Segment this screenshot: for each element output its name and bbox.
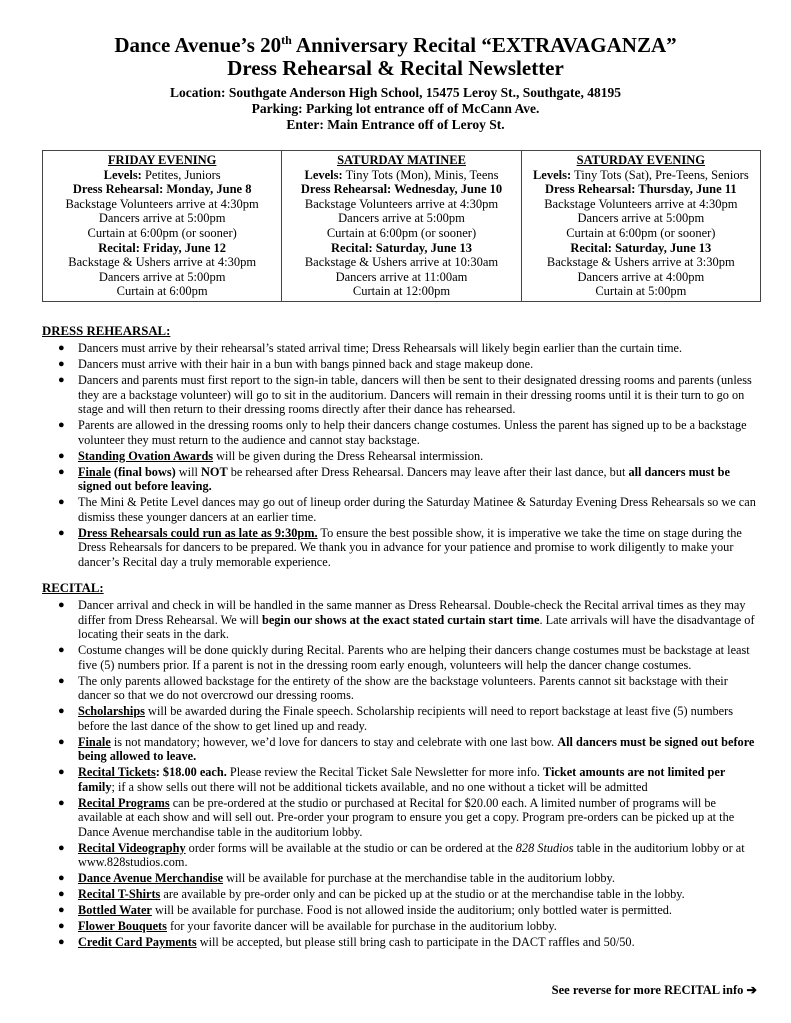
recital-date: Recital: Friday, June 12 bbox=[98, 240, 227, 255]
levels-line: Levels: Tiny Tots (Sat), Pre-Teens, Seniors bbox=[532, 167, 749, 182]
list-item: ● Flower Bouquets for your favorite dancer will be available for purchase in the auditorium lobby. bbox=[58, 919, 557, 933]
recital-heading: RECITAL: bbox=[42, 581, 104, 595]
rehearsal-dancers-time: Dancers arrive at 5:00pm bbox=[577, 211, 705, 226]
dress-rehearsal-heading: DRESS REHEARSAL: bbox=[42, 324, 171, 338]
rehearsal-curtain-time: Curtain at 6:00pm (or sooner) bbox=[87, 225, 237, 240]
rehearsal-backstage-time: Backstage Volunteers arrive at 4:30pm bbox=[304, 196, 499, 211]
schedule-column-saturday-matinee bbox=[282, 151, 521, 302]
list-item: ● Recital Programs can be pre-ordered at the studio or purchased at Recital for $20.00 each. A limited number of programs will be available at each show and will sell out. Pre-order your program to ensure you get a copy. Program pre-orders can be picked up at the Dance Avenue merchandise table in the auditorium lobby. bbox=[58, 795, 735, 839]
list-item: ● Credit Card Payments will be accepted, but please still bring cash to participate in the DACT raffles and 50/50. bbox=[58, 935, 635, 949]
column-heading: SATURDAY EVENING bbox=[576, 153, 706, 167]
dress-rehearsal-list bbox=[42, 341, 762, 569]
bullet-icon: ● bbox=[58, 449, 65, 462]
bullet-icon: ● bbox=[58, 358, 65, 370]
rehearsal-dancers-time: Dancers arrive at 5:00pm bbox=[98, 211, 226, 226]
location-line: Location: Southgate Anderson High School, 15475 Leroy St., Southgate, 48195 bbox=[170, 85, 621, 100]
bullet-icon: ● bbox=[58, 419, 65, 431]
list-item: ● Dress Rehearsals could run as late as 9:30pm. To ensure the best possible show, it is imperative we take the time on stage during the Dress Rehearsals for dancers to be prepared. We thank you in advance for your patience and promise to work diligently to make your dancer’s Recital day a truly memorable experience. bbox=[58, 525, 742, 569]
rehearsal-date: Dress Rehearsal: Thursday, June 11 bbox=[545, 182, 737, 197]
bullet-icon: ● bbox=[58, 766, 65, 778]
recital-list bbox=[42, 598, 762, 950]
enter-line: Enter: Main Entrance off of Leroy St. bbox=[286, 117, 505, 132]
recital-curtain-time: Curtain at 6:00pm bbox=[116, 284, 208, 299]
list-item: ● Recital Tickets: $18.00 each. Please review the Recital Ticket Sale Newsletter for more info. Ticket amounts are not limited per family; if a show sells out there will not be additional tickets available, and no one without a ticket will be admitted bbox=[58, 765, 726, 794]
bullet-icon: ● bbox=[58, 888, 65, 900]
recital-date: Recital: Saturday, June 13 bbox=[570, 240, 712, 255]
rehearsal-date: Dress Rehearsal: Wednesday, June 10 bbox=[300, 182, 503, 197]
see-reverse-note: See reverse for more RECITAL info ➔ bbox=[551, 983, 757, 997]
bullet-icon: ● bbox=[58, 841, 65, 854]
bullet-icon: ● bbox=[58, 496, 65, 508]
bullet-icon: ● bbox=[58, 936, 65, 948]
column-heading: SATURDAY MATINEE bbox=[337, 153, 466, 167]
bullet-icon: ● bbox=[58, 920, 65, 932]
list-item: ● The only parents allowed backstage for the entirety of the show are the backstage volunteers. Parents cannot sit backstage with their dancer so that we do not overcrowd our dressing rooms. bbox=[58, 673, 728, 702]
schedule-table bbox=[42, 150, 761, 302]
list-item: ● Bottled Water will be available for purchase. Food is not allowed inside the auditorium; only bottled water is permitted. bbox=[58, 903, 672, 917]
rehearsal-curtain-time: Curtain at 6:00pm (or sooner) bbox=[326, 225, 477, 240]
bullet-icon: ● bbox=[58, 872, 65, 884]
bullet-icon: ● bbox=[58, 342, 65, 354]
levels-line: Levels: Petites, Juniors bbox=[103, 167, 221, 182]
page-title: Dance Avenue’s 20th Anniversary Recital “EXTRAVAGANZA” bbox=[114, 33, 677, 57]
list-item: ● Recital T-Shirts are available by pre-order only and can be picked up at the studio or at the merchandise table in the lobby. bbox=[58, 887, 685, 901]
dress-rehearsal-section bbox=[42, 324, 762, 571]
rehearsal-backstage-time: Backstage Volunteers arrive at 4:30pm bbox=[65, 196, 259, 211]
recital-dancers-time: Dancers arrive at 4:00pm bbox=[577, 269, 705, 284]
page-subtitle: Dress Rehearsal & Recital Newsletter bbox=[227, 56, 564, 80]
bullet-icon: ● bbox=[58, 705, 65, 717]
list-item: ● Costume changes will be done quickly during Recital. Parents who are helping their dancers change costumes must be backstage at least five (5) numbers prior. If a parent is not in the dressing room early enough, volunteers will help the dancer change costumes. bbox=[58, 643, 750, 672]
bullet-icon: ● bbox=[58, 465, 65, 478]
list-item: ● Finale (final bows) will NOT be rehearsed after Dress Rehearsal. Dancers may leave after their last dance, but all dancers must be signed out before leaving. bbox=[58, 464, 730, 493]
list-item: ● Finale is not mandatory; however, we’d love for dancers to stay and celebrate with one last bow. All dancers must be signed out before being allowed to leave. bbox=[58, 734, 755, 763]
recital-backstage-time: Backstage & Ushers arrive at 4:30pm bbox=[68, 255, 257, 270]
recital-dancers-time: Dancers arrive at 11:00am bbox=[335, 269, 468, 284]
bullet-icon: ● bbox=[58, 796, 65, 809]
list-item: ● Parents are allowed in the dressing rooms only to help their dancers change costumes. Unless the parent has signed up to be a backstage volunteer they must return to the audience and cannot stay backstage. bbox=[58, 418, 747, 447]
list-item: ● Dancers must arrive with their hair in a bun with bangs pinned back and stage makeup done. bbox=[58, 357, 534, 371]
bullet-icon: ● bbox=[58, 674, 65, 687]
rehearsal-curtain-time: Curtain at 6:00pm (or sooner) bbox=[566, 225, 716, 240]
recital-dancers-time: Dancers arrive at 5:00pm bbox=[98, 269, 226, 284]
arrow-right-icon: ➔ bbox=[746, 983, 757, 997]
list-item: ● Dancer arrival and check in will be handled in the same manner as Dress Rehearsal. Double-check the Recital arrival times as they may differ from Dress Rehearsal. We will begin our shows at the exact stated curtain start time. Late arrivals will have the disadvantage of locating their seats in the dark. bbox=[58, 598, 755, 641]
recital-curtain-time: Curtain at 12:00pm bbox=[352, 284, 451, 299]
schedule-column-friday bbox=[43, 151, 282, 302]
column-heading: FRIDAY EVENING bbox=[107, 153, 217, 167]
recital-backstage-time: Backstage & Ushers arrive at 10:30am bbox=[304, 255, 499, 270]
levels-line: Levels: Tiny Tots (Mon), Minis, Teens bbox=[304, 167, 499, 182]
list-item: ● Recital Videography order forms will be available at the studio or can be ordered at the 828 Studios table in the auditorium lobby or at www.828studios.com. bbox=[58, 840, 745, 869]
recital-curtain-time: Curtain at 5:00pm bbox=[595, 284, 687, 299]
list-item: ● Dance Avenue Merchandise will be available for purchase at the merchandise table in the auditorium lobby. bbox=[58, 871, 615, 885]
rehearsal-date: Dress Rehearsal: Monday, June 8 bbox=[72, 182, 252, 197]
bullet-icon: ● bbox=[58, 735, 65, 748]
list-item: ● Scholarships will be awarded during the Finale speech. Scholarship recipients will need to report backstage at least five (5) numbers before the last dance of the show to get lined up and ready. bbox=[58, 704, 733, 733]
bullet-icon: ● bbox=[58, 374, 65, 386]
bullet-icon: ● bbox=[58, 644, 65, 656]
recital-section bbox=[42, 581, 762, 951]
recital-date: Recital: Saturday, June 13 bbox=[331, 240, 472, 255]
rehearsal-dancers-time: Dancers arrive at 5:00pm bbox=[338, 211, 465, 226]
list-item: ● The Mini & Petite Level dances may go out of lineup order during the Saturday Matinee & Saturday Evening Dress Rehearsals so we can dismiss these younger dancers at an earlier time. bbox=[58, 495, 756, 524]
bullet-icon: ● bbox=[58, 599, 65, 611]
list-item: ● Standing Ovation Awards will be given during the Dress Rehearsal intermission. bbox=[58, 448, 484, 463]
bullet-icon: ● bbox=[58, 904, 65, 916]
list-item: ● Dancers must arrive by their rehearsal’s stated arrival time; Dress Rehearsals will likely begin earlier than the curtain time. bbox=[58, 341, 683, 355]
rehearsal-backstage-time: Backstage Volunteers arrive at 4:30pm bbox=[544, 196, 738, 211]
list-item: ● Dancers and parents must first report to the sign-in table, dancers will then be sent to their designated dressing rooms and parents (unless they are a backstage volunteer) will go to sit in the auditorium. Dancers will remain in their dressing rooms until it is their turn to go on stage and will then return to their dressing rooms directly after their dance has rehearsed. bbox=[58, 373, 752, 416]
bullet-icon: ● bbox=[58, 526, 65, 539]
recital-backstage-time: Backstage & Ushers arrive at 3:30pm bbox=[546, 255, 735, 270]
schedule-column-saturday-evening bbox=[521, 151, 760, 302]
parking-line: Parking: Parking lot entrance off of McCann Ave. bbox=[251, 101, 540, 116]
